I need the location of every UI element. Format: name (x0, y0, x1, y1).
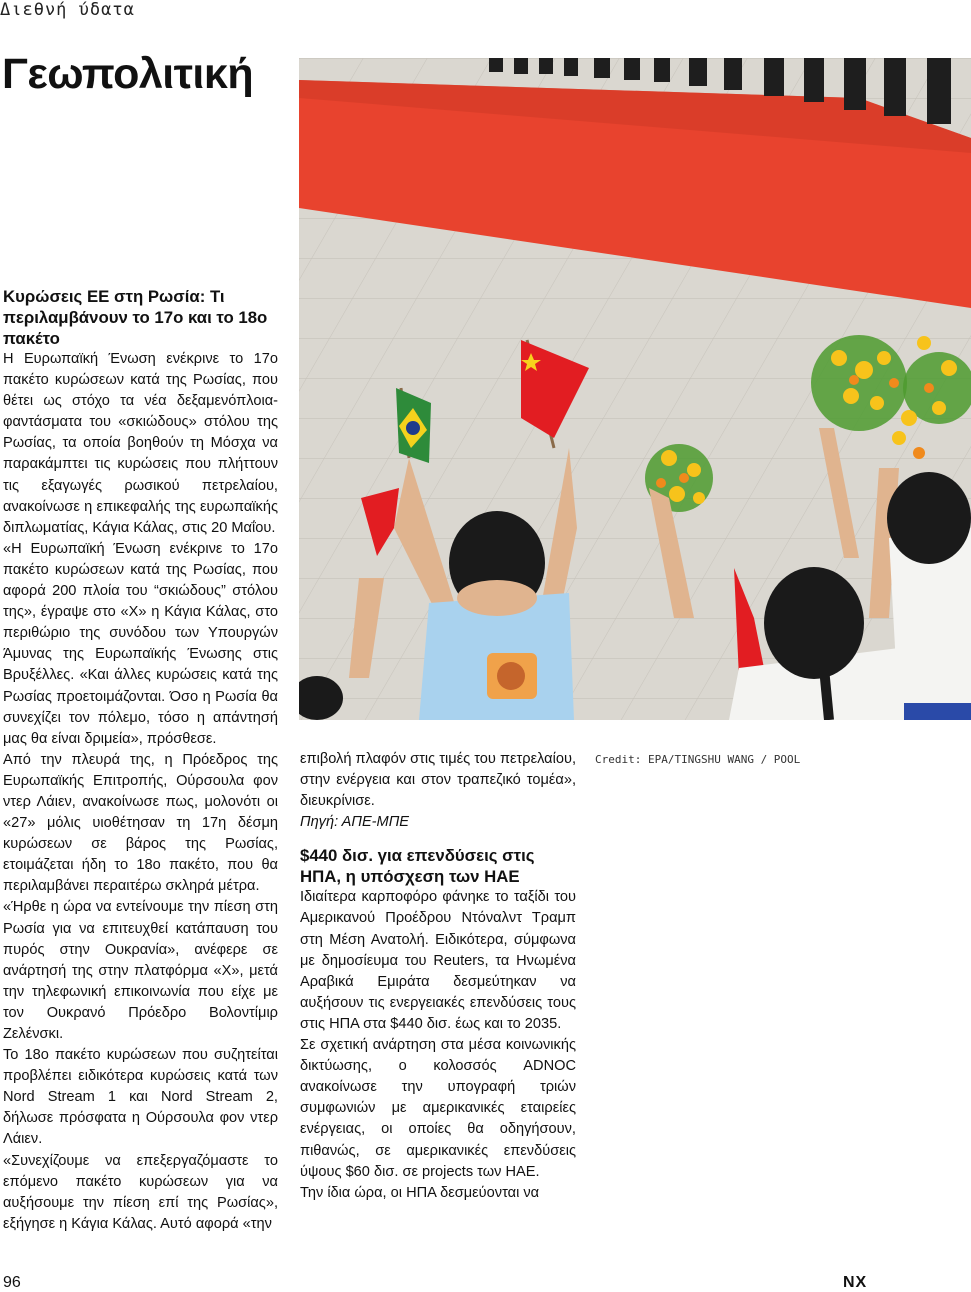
page-number: 96 (3, 1274, 21, 1291)
article1-paragraph: «Ήρθε η ώρα να εντείνουμε την πίεση στη Ρωσία για να επιτευχθεί κατάπαυση του πυρός στην Ουκρανία», ανέφερε σε ανάρτησή της στην πλατφόρμα «Χ», μετά την τηλεφωνική επικοινωνία που είχε με τον Ουκρανό Πρόεδρο Βολοντίμιρ Ζελένσκι. (3, 899, 278, 1042)
brand-logo: NX (843, 1274, 868, 1291)
article1-paragraph: Το 18ο πακέτο κυρώσεων που συζητείται προβλέπει ειδικότερα κυρώσεις κατά των Nord Stream 1 και Nord Stream 2, δήλωσε πρόσφατα η Ούρσουλα φον ντερ Λάιεν. (3, 1047, 278, 1148)
article1-paragraph: Από την πλευρά της, η Πρόεδρος της Ευρωπαϊκής Επιτροπής, Ούρσουλα φον ντερ Λάιεν, ανακοίνωσε πως, μολονότι οι «27» μόλις υιοθέτησαν τη 17η δέσμη κυρώσεων σε βάρος της Ρωσίας, ετοιμάζεται ήδη το 18ο πακέτο, που θα περιλαμβάνει περαιτέρω σκληρά μέτρα. (3, 751, 278, 895)
article1-paragraph: «Η Ευρωπαϊκή Ένωση ενέκρινε το 17ο πακέτο κυρώσεων κατά της Ρωσίας, που αφορά 200 πλοία του “σκιώδους” στόλου της», έγραψε στο «Χ» η Κάγια Κάλας, στο περιθώριο της συνόδου των Υπουργών Άμυνας της Ευρωπαϊκής Ένωσης στις Βρυξέλλες. «Και άλλες κυρώσεις κατά της Ρωσίας προετοιμάζονται. Όσο η Ρωσία θα συνεχίζει τον πόλεμο, τόσο η απάντησή μας θα είναι δριμεία», πρόσθεσε. (3, 540, 278, 747)
article2-paragraph: Ιδιαίτερα καρποφόρο φάνηκε το ταξίδι του Αμερικανού Προέδρου Ντόναλντ Τραμπ στη Μέση Ανατολή. Ειδικότερα, σύμφωνα με δημοσίευμα του Reuters, τα Ηνωμένα Αραβικά Εμιράτα δεσμεύτηκαν να αυξήσουν τις ενεργειακές επενδύσεις τους στις ΗΠΑ στα $440 δισ. έως και το 2035. (300, 889, 576, 1032)
article1-paragraph: Η Ευρωπαϊκή Ένωση ενέκρινε το 17ο πακέτο κυρώσεων κατά της Ρωσίας, που θέτει ως στόχο τα νέα δεξαμενόπλοια-φαντάσματα του «σκιώδους» στόλου της Ρωσίας, τα οποία βοηθούν τη Μόσχα να παρακάμπτει τις κυρώσεις που πλήττουν τις εξαγωγές ρωσικού πετρελαίου, ανακοίνωσε η επικεφαλής της ευρωπαϊκής διπλωματίας, Κάγια Κάλας, στις 20 Μαΐου. (3, 351, 278, 536)
section-label: Διεθνή ύδατα (0, 0, 135, 20)
photo-credit: Credit: EPA/TINGSHU WANG / POOL (595, 753, 801, 766)
column-middle (300, 749, 576, 1204)
page-title: Γεωπολιτική (2, 50, 254, 98)
article-photo (299, 58, 971, 720)
article1-source: Πηγή: ΑΠΕ-ΜΠΕ (300, 814, 410, 831)
children-waving-flags-illustration (299, 58, 971, 720)
article1-paragraph-continued: επιβολή πλαφόν στις τιμές του πετρελαίου, στην ενέργεια και στον τραπεζικό τομέα», διευκρίνισε. (300, 751, 576, 810)
article1-paragraph: «Συνεχίζουμε να επεξεργαζόμαστε το επόμενο πακέτο κυρώσεων για να αυξήσουμε την πίεση επί της Ρωσίας», εξήγησε η Κάγια Κάλας. Αυτό αφορά «την (3, 1152, 278, 1232)
column-left (3, 286, 278, 1235)
article2-paragraph: Την ίδια ώρα, οι ΗΠΑ δεσμεύονται να (300, 1184, 540, 1201)
article2-headline: $440 δισ. για επενδύσεις στις ΗΠΑ, η υπόσχεση των ΗΑΕ (300, 846, 535, 887)
article1-headline: Κυρώσεις ΕΕ στη Ρωσία: Τι περιλαμβάνουν το 17ο και το 18ο πακέτο (3, 287, 268, 348)
article2-paragraph: Σε σχετική ανάρτηση στα μέσα κοινωνικής δικτύωσης, ο κολοσσός ADNOC ανακοίνωσε την υπογραφή τριών συμφωνιών με αμερικανικές εταιρείες ενέργειας, οι οποίες θα οδηγήσουν, πιθανώς, σε αμερικανικές επενδύσεις ύψους $60 δισ. σε projects των ΗΑΕ. (300, 1037, 576, 1180)
